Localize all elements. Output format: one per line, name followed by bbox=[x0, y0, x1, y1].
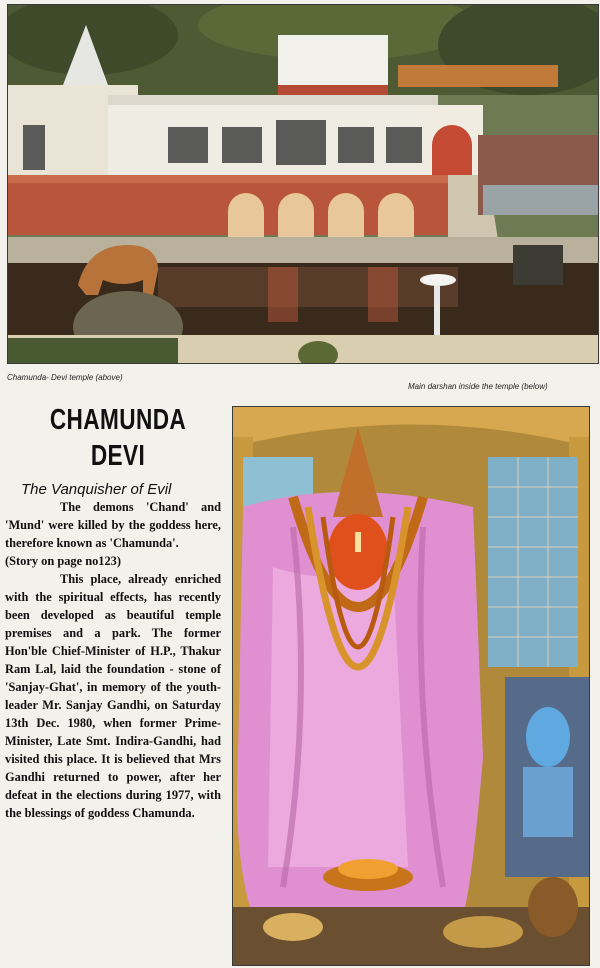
article-title bbox=[34, 402, 202, 474]
top-photo-caption: Chamunda- Devi temple (above) bbox=[7, 373, 123, 382]
article-paragraph-2: This place, already enriched with the spiritual effects, has recently been developed as beautiful temple premises and a park. The former Hon'ble Chief-Minister of H.P., Thakur Ram Lal, laid the foundation - stone of 'Sanjay-Ghat', in memory of the youth- leader Mr. Sanjay Gandhi, on Saturday 13th Dec. 1980, when former Prime- Minister, Late Smt. Indira-Gandhi, had visited this place. It is believed that Mrs Gandhi returned to power, after her defeat in the elections during 1977, with the blessings of goddess Chamunda. bbox=[5, 572, 221, 820]
temple-exterior-illustration bbox=[8, 5, 598, 363]
article-title-line2: DEVI bbox=[90, 440, 146, 472]
deity-darshan-illustration bbox=[233, 407, 589, 965]
article-title-line1: CHAMUNDA bbox=[49, 404, 187, 436]
story-reference: (Story on page no123) bbox=[5, 554, 121, 568]
article-body bbox=[5, 498, 221, 822]
temple-exterior-photo bbox=[7, 4, 599, 364]
article-subtitle: The Vanquisher of Evil bbox=[21, 481, 172, 498]
article-paragraph-1: The demons 'Chand' and 'Mund' were killed by the goddess here, therefore known as 'Chamunda'. bbox=[5, 500, 221, 550]
deity-darshan-photo bbox=[232, 406, 590, 966]
bottom-photo-caption: Main darshan inside the temple (below) bbox=[408, 382, 548, 391]
